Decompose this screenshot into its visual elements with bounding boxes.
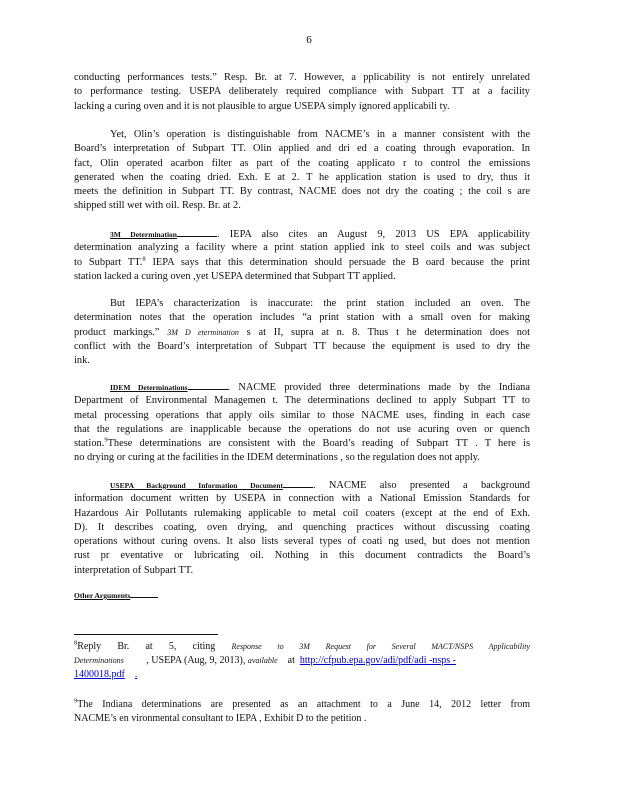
footnote-ref-8[interactable]: 8 <box>142 255 146 263</box>
heading-text: Other Arguments <box>74 591 131 600</box>
text-span: station. <box>74 438 105 450</box>
heading-underline <box>188 380 228 390</box>
text-line <box>74 380 530 394</box>
footnote-separator <box>74 634 218 635</box>
text-line: generated when the coating dried. Exh. E at 2. T he application station is used to dry, thus it <box>74 171 530 183</box>
text-line <box>74 326 530 340</box>
section-heading-usepa: USEPA Background Information Document <box>110 481 283 490</box>
text-line: to performance testing. USEPA deliberately required compliance with Subpart TT at a facility <box>74 86 530 98</box>
paragraph-usepa-background <box>74 478 530 578</box>
text-line <box>74 698 530 712</box>
text-line <box>74 256 530 270</box>
citation-italic: Response to 3M Request for Several MACT/NSPS Applicability <box>231 642 530 651</box>
text-span: , USEPA (Aug, 9, 2013), <box>146 655 246 666</box>
text-line: conflict with the Board’s interpretation of Subpart TT because the equipment is used to dry the <box>74 340 530 352</box>
text-line <box>74 478 530 492</box>
text-line: that the regulations are inapplicable because the operations do not use acuring oven or quench <box>74 423 530 435</box>
text-span: s at II, supra at n. 8. Thus t he determination does not <box>246 326 530 338</box>
text-line: metal processing operations that apply oils similar to those NACME uses, finding in each case <box>74 409 530 421</box>
text-line: fact, Olin operated acarbon filter as part of the coating applicato r to control the emissions <box>74 157 530 169</box>
usepa-link-continued[interactable]: 1400018.pdf <box>74 669 125 680</box>
heading-underline <box>283 478 313 488</box>
text-span: . IEPA also cites an August 9, 2013 US EPA applicability <box>216 229 530 240</box>
section-heading-3m: 3M Determination <box>110 230 177 239</box>
text-line: meets the definition in Subpart TT. By contrast, NACME does not dry the coating ; the coil s are <box>74 186 530 198</box>
footnote-8 <box>74 640 530 682</box>
text-line <box>74 437 530 451</box>
text-line: Yet, Olin’s operation is distinguishable from NACME’s in a manner consistent with the <box>110 129 530 140</box>
text-line: ink. <box>74 355 90 367</box>
text-line <box>74 640 530 654</box>
text-span: The Indiana determinations are presented as an attachment to a June 14, 2012 letter from <box>77 699 530 710</box>
text-line: operations without curing ovens. It also lists several types of coati ng used, but does not mention <box>74 536 530 548</box>
text-line <box>74 227 530 241</box>
citation-italic: Determinations <box>74 656 124 665</box>
usepa-link[interactable]: http://cfpub.epa.gov/adi/pdf/adi -nsps - <box>299 655 456 666</box>
section-heading-idem: IDEM Determinations <box>110 383 188 392</box>
heading-underline <box>130 588 158 598</box>
footnote-ref-9[interactable]: 9 <box>104 437 108 444</box>
heading-underline <box>177 227 217 237</box>
paragraph-3m-determination <box>74 227 530 284</box>
citation-italic: available <box>247 656 278 665</box>
footnote-number: 9 <box>74 698 78 705</box>
citation-italic: 3M D etermination <box>167 327 239 337</box>
section-heading-other-arguments <box>74 588 158 600</box>
footnote-number: 8 <box>74 640 78 647</box>
text-span: to Subpart TT. <box>74 256 143 268</box>
text-line <box>74 654 530 668</box>
paragraph-2 <box>74 128 530 214</box>
text-line: Hazardous Air Pollutants rulemaking applicable to metal coil coaters (except at the end of Exh. <box>74 507 530 519</box>
footnote-9 <box>74 698 530 726</box>
text-line: information document written by USEPA in connection with a National Emission Standards for <box>74 493 530 505</box>
text-line: Department of Environmental Managemen t. The determinations declined to apply Subpart TT to <box>74 395 530 407</box>
paragraph-idem-determinations <box>74 380 530 466</box>
text-line: D). It describes coating, oven drying, and quenching practices without discussing coating <box>74 521 530 533</box>
text-line: no drying or curing at the facilities in the IDEM determinations , so the regulation does not apply. <box>74 452 480 464</box>
paragraph-1 <box>74 71 530 114</box>
text-line: conducting performances tests.” Resp. Br. at 7. However, a pplicability is not entirely unrelated <box>74 72 530 83</box>
text-line: lacking a curing oven and it is not plausible to argue USEPA simply ignored applicabili ty. <box>74 100 450 112</box>
text-line: shipped still wet with oil. Resp. Br. at 2. <box>74 200 241 212</box>
text-span: at <box>287 655 295 666</box>
text-span: These determinations are consistent with the Board’s reading of Subpart TT . T here is <box>107 438 530 450</box>
link-end[interactable]: . <box>134 669 138 680</box>
paragraph-4 <box>74 297 530 368</box>
text-span: product markings.” <box>74 326 160 338</box>
text-line: NACME’s en vironmental consultant to IEPA , Exhibit D to the petition . <box>74 713 367 724</box>
text-line: determination analyzing a facility where a print station applied ink to steel coils and was subject <box>74 242 530 254</box>
text-line: rust pr eventative or lubricating oil. Nothing in this document contradicts the Board’s <box>74 550 530 562</box>
page-number: 6 <box>306 34 312 46</box>
text-line: station lacked a curing oven ,yet USEPA determined that Subpart TT applied. <box>74 270 396 282</box>
text-line: Board’s interpretation of Subpart TT. Olin applied and dri ed a coating through evaporation. In <box>74 143 530 155</box>
text-line: But IEPA’s characterization is inaccurate: the print station included an oven. The <box>110 298 530 309</box>
text-line: determination notes that the operation includes “a print station with a small oven for making <box>74 312 530 324</box>
text-span: . NACME provided three determinations made by the Indiana <box>227 382 530 393</box>
text-span: Reply Br. at 5, citing <box>77 641 216 652</box>
text-line: interpretation of Subpart TT. <box>74 564 194 576</box>
text-line <box>74 668 530 682</box>
text-span: IEPA says that this determination should persuade the B oard because the print <box>145 256 530 268</box>
text-span: . NACME also presented a background <box>313 480 530 491</box>
